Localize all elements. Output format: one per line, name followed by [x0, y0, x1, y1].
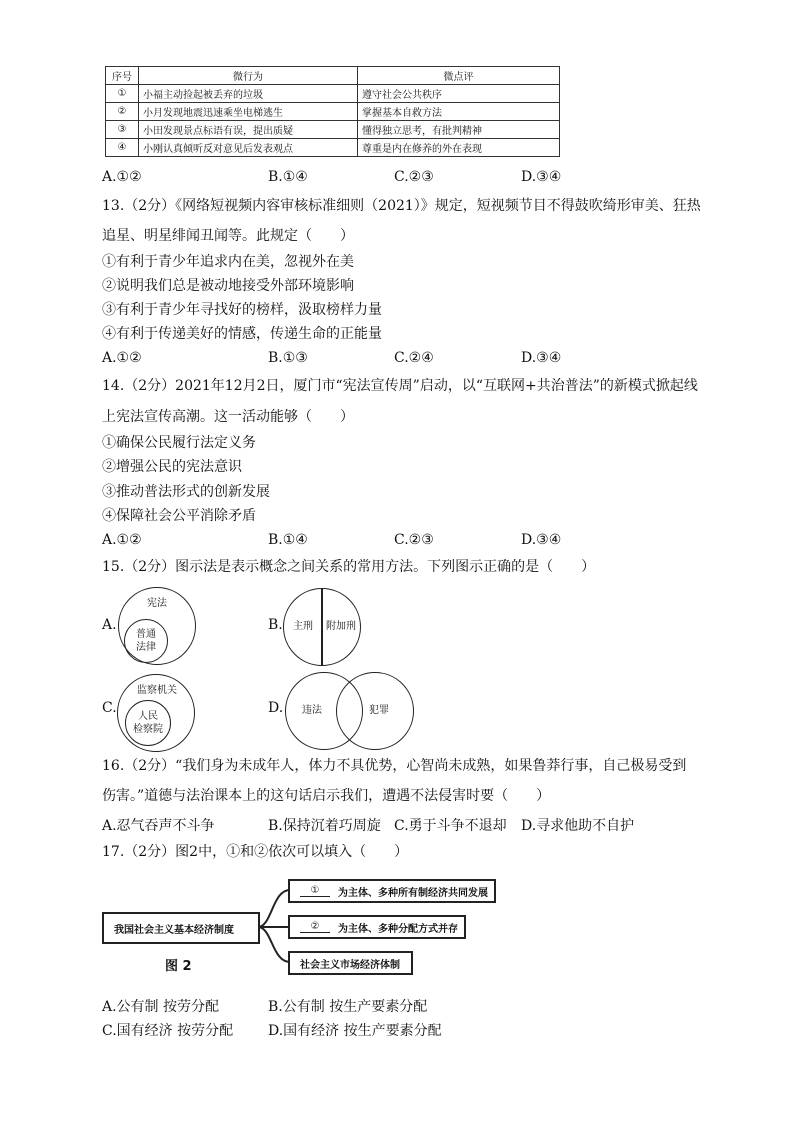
table-cell: 小月发现地震迅速乘坐电梯逃生 — [139, 103, 358, 121]
q13-item: ③有利于青少年寻找好的榜样，汲取榜样力量 — [102, 302, 382, 318]
table-cell: 懂得独立思考，有批判精神 — [358, 121, 560, 139]
option-a[interactable]: A.公有制 按劳分配 — [102, 999, 220, 1015]
option-c[interactable]: C.国有经济 按劳分配 — [102, 1023, 234, 1039]
option-c[interactable]: C.勇于斗争不退却 — [394, 818, 507, 834]
option-c[interactable]: C.②③ — [394, 532, 434, 548]
table-cell: ④ — [106, 139, 139, 157]
option-c[interactable]: C. — [102, 700, 117, 716]
diagram-label: 主刑 — [293, 621, 313, 632]
q16-stem-line2: 伤害。”道德与法治课本上的这句话启示我们，遭遇不法侵害时要（ ） — [102, 788, 551, 804]
option-a[interactable]: A.忍气吞声不斗争 — [102, 818, 215, 834]
q14-stem-line2: 上宪法宣传高潮。这一活动能够（ ） — [102, 409, 354, 425]
diagram-label: 监察机关 — [137, 685, 177, 696]
table-cell: ③ — [106, 121, 139, 139]
diagram-label: 普通 法律 — [136, 629, 156, 653]
option-a[interactable]: A.①② — [102, 350, 142, 366]
q14-item: ③推动普法形式的创新发展 — [102, 484, 270, 500]
q17-stem: 17.（2分）图2中，①和②依次可以填入（ ） — [102, 844, 409, 860]
q14-stem-line1: 14.（2分）2021年12月2日，厦门市“宪法宣传周”启动，以“互联网+共治普法”的新模式掀起线 — [102, 378, 698, 394]
box-label: 社会主义市场经济体制 — [300, 959, 400, 971]
table-header: 微点评 — [358, 67, 560, 85]
table-cell: 小刚认真倾听反对意见后发表观点 — [139, 139, 358, 157]
branch-box-3 — [288, 951, 413, 975]
table-cell: 掌握基本自救方法 — [358, 103, 560, 121]
q14-item: ②增强公民的宪法意识 — [102, 459, 242, 475]
option-d[interactable]: D. — [268, 700, 284, 716]
box-label: 我国社会主义基本经济制度 — [114, 924, 234, 936]
table-cell: ① — [106, 85, 139, 103]
option-d[interactable]: D.寻求他助不自护 — [521, 818, 635, 834]
option-c[interactable]: C.②③ — [394, 169, 434, 185]
diagram-label: 违法 — [302, 705, 322, 716]
blank-2: ② — [300, 921, 330, 933]
option-b[interactable]: B.①③ — [268, 350, 308, 366]
q13-item: ①有利于青少年追求内在美，忽视外在美 — [102, 254, 354, 270]
q13-stem-line1: 13.（2分）《网络短视频内容审核标准细则（2021）》规定，短视频节目不得鼓吹绮形审美、狂热 — [102, 198, 701, 214]
option-d[interactable]: D.③④ — [521, 532, 562, 548]
table-header: 序号 — [106, 67, 139, 85]
diagram-label: 犯罪 — [369, 705, 389, 716]
option-b[interactable]: B. — [268, 617, 283, 633]
table-cell: 遵守社会公共秩序 — [358, 85, 560, 103]
blank-1: ① — [300, 885, 330, 897]
q15-stem: 15.（2分）图示法是表示概念之间关系的常用方法。下列图示正确的是（ ） — [102, 559, 596, 575]
option-a[interactable]: A. — [102, 617, 117, 633]
q16-stem-line1: 16.（2分）“我们身为未成年人，体力不具优势，心智尚未成熟，如果鲁莽行事，自己极易受到 — [102, 758, 687, 774]
q13-stem-line2: 追星、明星绯闻丑闻等。此规定（ ） — [102, 228, 354, 244]
table-cell: 尊重是内在修养的外在表现 — [358, 139, 560, 157]
main-box — [102, 912, 260, 944]
table-cell: 小福主动捡起被丢弃的垃圾 — [139, 85, 358, 103]
diagram-label: 人民 检察院 — [133, 711, 163, 735]
diagram-label: 宪法 — [147, 598, 167, 609]
table-cell: ② — [106, 103, 139, 121]
q14-item: ④保障社会公平消除矛盾 — [102, 508, 256, 524]
option-b[interactable]: B.保持沉着巧周旋 — [268, 818, 381, 834]
table-header: 微行为 — [139, 67, 358, 85]
option-c[interactable]: C.②④ — [394, 350, 434, 366]
option-b[interactable]: B.公有制 按生产要素分配 — [268, 999, 428, 1015]
option-a[interactable]: A.①② — [102, 532, 142, 548]
q13-item: ④有利于传递美好的情感，传递生命的正能量 — [102, 326, 382, 342]
branch-box-2 — [288, 915, 466, 939]
branch-box-1 — [288, 879, 496, 903]
figure-caption: 图 2 — [165, 959, 192, 974]
q14-item: ①确保公民履行法定义务 — [102, 435, 256, 451]
box-label: 为主体、多种分配方式并存 — [338, 923, 458, 935]
option-d[interactable]: D.③④ — [521, 169, 562, 185]
table-cell: 小田发现景点标语有误，提出质疑 — [139, 121, 358, 139]
option-d[interactable]: D.③④ — [521, 350, 562, 366]
option-d[interactable]: D.国有经济 按生产要素分配 — [268, 1023, 442, 1039]
option-b[interactable]: B.①④ — [268, 532, 308, 548]
q13-item: ②说明我们总是被动地接受外部环境影响 — [102, 278, 354, 294]
box-label: 为主体、多种所有制经济共同发展 — [338, 887, 488, 899]
option-a[interactable]: A.①② — [102, 169, 142, 185]
option-b[interactable]: B.①④ — [268, 169, 308, 185]
diagram-label: 附加刑 — [326, 621, 356, 632]
